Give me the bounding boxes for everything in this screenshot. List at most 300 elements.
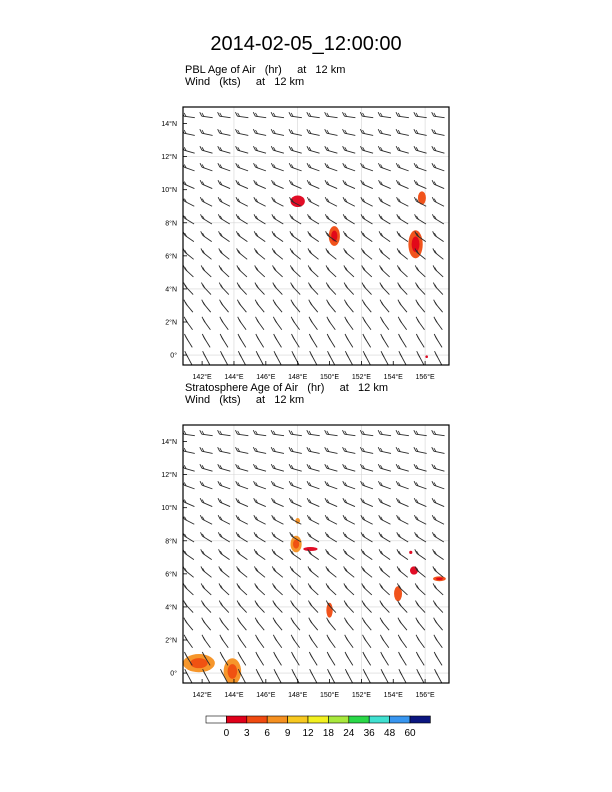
wind-barb: [237, 566, 248, 577]
wind-barb: [378, 447, 391, 453]
wind-barb: [434, 300, 443, 312]
y-tick-label: 4°N: [165, 604, 177, 612]
wind-barb: [290, 583, 300, 594]
wind-barb: [254, 197, 266, 206]
wind-barb: [396, 430, 409, 436]
wind-barb: [289, 180, 301, 188]
age-patch: [410, 566, 418, 574]
wind-barb: [203, 351, 210, 365]
wind-barb: [200, 180, 212, 188]
wind-barb: [415, 265, 425, 276]
x-tick-label: 154°E: [383, 374, 403, 380]
y-tick-label: 14°N: [161, 121, 177, 129]
wind-barb: [396, 481, 408, 489]
wind-barb: [271, 146, 284, 153]
wind-barb: [396, 498, 408, 506]
wind-barb: [183, 549, 194, 559]
wind-barb: [307, 447, 320, 453]
x-tick-label: 152°E: [351, 374, 371, 380]
wind-barb: [307, 129, 320, 135]
wind-barb: [236, 549, 247, 559]
wind-barb: [432, 447, 445, 453]
wind-barb: [218, 180, 230, 188]
x-tick-label: 142°E: [192, 692, 212, 698]
wind-barb: [361, 498, 373, 506]
wind-barb: [416, 334, 424, 347]
wind-barb: [272, 515, 284, 524]
wind-barb: [237, 300, 246, 312]
pbl-age-map: [150, 90, 460, 380]
legend-swatch: [308, 716, 328, 723]
y-tick-label: 8°N: [165, 220, 177, 228]
wind-barb: [235, 112, 248, 118]
wind-barb: [416, 300, 425, 312]
wind-barb: [381, 334, 389, 347]
wind-barb: [236, 163, 248, 171]
stratosphere-age-map: [150, 408, 460, 698]
x-tick-label: 154°E: [383, 692, 403, 698]
wind-barb: [360, 112, 373, 118]
wind-barb: [307, 180, 319, 188]
wind-barb: [292, 652, 300, 665]
wind-barb: [433, 566, 444, 577]
wind-barb: [202, 300, 211, 312]
wind-barb: [398, 618, 407, 630]
wind-barb: [272, 549, 283, 559]
wind-barb: [236, 146, 249, 153]
wind-barb: [236, 464, 249, 471]
main-title: 2014-02-05_12:00:00: [210, 33, 402, 55]
wind-barb: [254, 515, 266, 524]
wind-barb: [274, 669, 281, 683]
wind-barb: [220, 618, 229, 630]
y-tick-label: 14°N: [161, 439, 177, 447]
wind-barb: [414, 498, 426, 506]
wind-barb: [434, 317, 442, 330]
wind-barb: [200, 430, 213, 436]
wind-barb: [238, 351, 245, 365]
wind-barb: [235, 430, 248, 436]
legend-swatch: [390, 716, 410, 723]
x-tick-label: 156°E: [415, 692, 435, 698]
wind-barb: [396, 146, 409, 153]
wind-barb: [255, 583, 265, 594]
wind-barb: [325, 515, 337, 524]
wind-barb: [254, 248, 265, 259]
wind-barb: [182, 146, 195, 153]
wind-barb: [219, 283, 229, 295]
wind-barb: [185, 351, 192, 365]
wind-barb: [362, 300, 371, 312]
wind-barb: [307, 197, 319, 206]
wind-barb: [218, 515, 230, 524]
wind-barb: [360, 430, 373, 436]
wind-barb: [399, 669, 406, 683]
wind-barb: [417, 351, 424, 365]
wind-barb: [254, 549, 265, 559]
wind-barb: [290, 265, 300, 276]
legend-label: 12: [302, 728, 314, 739]
wind-barb: [289, 498, 301, 506]
wind-barb: [202, 317, 210, 330]
wind-barb: [253, 112, 266, 118]
wind-barb: [325, 197, 337, 206]
wind-barb: [432, 163, 444, 171]
wind-barb: [362, 618, 371, 630]
wind-barb: [273, 265, 283, 276]
wind-barb: [182, 498, 194, 506]
wind-barb: [253, 430, 266, 436]
age-patch-core: [436, 577, 443, 580]
panel2-subtitle: Wind (kts) at 12 km: [185, 394, 305, 406]
wind-barb: [380, 265, 390, 276]
wind-barb: [289, 112, 302, 118]
wind-barb: [201, 566, 212, 577]
wind-barb: [433, 283, 443, 295]
wind-barb: [414, 430, 427, 436]
wind-barb: [397, 515, 409, 524]
wind-barb: [380, 635, 388, 648]
wind-barb: [344, 265, 354, 276]
wind-barb: [309, 300, 318, 312]
wind-barb: [381, 652, 389, 665]
wind-barb: [325, 447, 338, 453]
wind-barb: [200, 163, 212, 171]
wind-barb: [378, 163, 390, 171]
wind-barb: [256, 334, 264, 347]
wind-barb: [397, 197, 409, 206]
wind-barb: [432, 180, 444, 188]
wind-barb: [345, 317, 353, 330]
y-tick-label: 2°N: [165, 637, 177, 645]
wind-barb: [414, 464, 427, 471]
wind-barb: [361, 248, 372, 259]
x-tick-label: 144°E: [224, 692, 244, 698]
wind-barb: [378, 464, 391, 471]
wind-barb: [396, 447, 409, 453]
wind-barb: [253, 146, 266, 153]
wind-barb: [397, 231, 408, 241]
wind-barb: [361, 549, 372, 559]
wind-barb: [238, 317, 246, 330]
wind-barb: [379, 231, 390, 241]
legend-swatch: [247, 716, 267, 723]
wind-barb: [218, 129, 231, 135]
wind-barb: [361, 231, 372, 241]
wind-barb: [308, 265, 318, 276]
wind-barb: [272, 180, 284, 188]
wind-barb: [325, 180, 337, 188]
wind-barb: [397, 566, 408, 577]
wind-barb: [343, 197, 355, 206]
wind-barb: [416, 283, 426, 295]
wind-barb: [363, 317, 371, 330]
wind-barb: [184, 300, 193, 312]
wind-barb: [220, 334, 228, 347]
y-tick-label: 8°N: [165, 538, 177, 546]
wind-barb: [343, 180, 355, 188]
wind-barb: [398, 283, 408, 295]
wind-barb: [219, 583, 229, 594]
wind-barb: [201, 231, 212, 241]
wind-barb: [292, 334, 300, 347]
wind-barb: [182, 129, 195, 135]
wind-barb: [326, 549, 337, 559]
wind-barb: [200, 498, 212, 506]
wind-barb: [361, 180, 373, 188]
legend-label: 0: [223, 728, 230, 739]
legend-label: 24: [343, 728, 355, 739]
wind-barb: [343, 481, 355, 489]
wind-barb: [289, 129, 302, 135]
panel1-subtitle: Wind (kts) at 12 km: [185, 76, 305, 88]
wind-barb: [202, 618, 211, 630]
wind-barb: [433, 549, 444, 559]
wind-barb: [433, 601, 443, 613]
wind-barb: [327, 618, 336, 630]
wind-barb: [291, 635, 299, 648]
wind-barb: [378, 112, 391, 118]
wind-barb: [416, 601, 426, 613]
wind-barb: [326, 248, 337, 259]
wind-barb: [325, 146, 338, 153]
wind-barb: [343, 447, 356, 453]
y-tick-label: 4°N: [165, 286, 177, 294]
x-tick-label: 148°E: [288, 374, 308, 380]
wind-barb: [342, 112, 355, 118]
wind-barb: [274, 334, 282, 347]
wind-barb: [434, 334, 442, 347]
wind-barb: [381, 351, 388, 365]
wind-barb: [289, 447, 302, 453]
wind-barb: [414, 129, 427, 135]
wind-barb: [182, 515, 194, 524]
wind-barb: [399, 334, 407, 347]
wind-barb: [254, 566, 265, 577]
wind-barb: [435, 669, 442, 683]
wind-barb: [200, 146, 213, 153]
wind-barb: [308, 583, 318, 594]
age-patch: [303, 547, 317, 551]
wind-barb: [360, 129, 373, 135]
wind-barb: [362, 601, 372, 613]
wind-barb: [256, 317, 264, 330]
wind-barb: [201, 601, 211, 613]
wind-barb: [272, 498, 284, 506]
wind-barb: [325, 498, 337, 506]
age-patch: [409, 551, 412, 554]
wind-barb: [310, 351, 317, 365]
wind-barb: [218, 146, 231, 153]
wind-barb: [218, 163, 230, 171]
wind-barb: [256, 351, 263, 365]
wind-barb: [434, 618, 443, 630]
wind-barb: [255, 265, 265, 276]
wind-barb: [291, 317, 299, 330]
wind-barb: [201, 265, 211, 276]
y-tick-label: 10°N: [161, 187, 177, 195]
wind-barb: [307, 146, 320, 153]
wind-barb: [343, 498, 355, 506]
legend-label: 6: [264, 728, 270, 739]
wind-barb: [397, 248, 408, 259]
wind-barb: [291, 283, 301, 295]
wind-barb: [433, 583, 443, 594]
wind-barb: [361, 481, 373, 489]
wind-barb: [236, 515, 248, 524]
x-tick-label: 144°E: [224, 374, 244, 380]
wind-barb: [379, 248, 390, 259]
wind-barb: [361, 515, 373, 524]
wind-barb: [291, 300, 300, 312]
wind-barb: [325, 112, 338, 118]
wind-barb: [182, 180, 194, 188]
wind-barb: [254, 163, 266, 171]
wind-barb: [360, 146, 373, 153]
wind-barb: [201, 283, 211, 295]
plot-frame: [183, 425, 449, 683]
wind-barb: [272, 566, 283, 577]
wind-barb: [343, 549, 354, 559]
wind-barb: [183, 231, 194, 241]
wind-barb: [218, 197, 230, 206]
wind-barb: [307, 430, 320, 436]
wind-barb: [307, 515, 319, 524]
wind-barb: [219, 231, 230, 241]
wind-barb: [378, 430, 391, 436]
wind-barb: [291, 601, 301, 613]
wind-barb: [343, 464, 356, 471]
wind-barb: [253, 129, 266, 135]
wind-barb: [416, 652, 424, 665]
wind-barb: [432, 146, 445, 153]
wind-barb: [344, 601, 354, 613]
wind-barb: [342, 430, 355, 436]
wind-barb: [344, 283, 354, 295]
wind-barb: [273, 300, 282, 312]
wind-barb: [363, 351, 370, 365]
wind-barb: [255, 601, 265, 613]
wind-barb: [432, 481, 444, 489]
y-tick-label: 6°N: [165, 571, 177, 579]
wind-barb: [414, 515, 426, 524]
wind-barb: [308, 283, 318, 295]
wind-barb: [398, 635, 406, 648]
wind-barb: [273, 583, 283, 594]
wind-barb: [182, 464, 195, 471]
wind-barb: [274, 652, 282, 665]
wind-barb: [378, 129, 391, 135]
wind-barb: [255, 618, 264, 630]
wind-barb: [344, 566, 355, 577]
wind-barb: [414, 146, 427, 153]
wind-barb: [289, 481, 301, 489]
wind-barb: [327, 300, 336, 312]
wind-barb: [378, 146, 391, 153]
wind-barb: [380, 317, 388, 330]
wind-barb: [219, 248, 230, 259]
wind-barb: [344, 583, 354, 594]
wind-barb: [379, 498, 391, 506]
wind-barb: [416, 618, 425, 630]
wind-barb: [236, 498, 248, 506]
wind-barb: [345, 635, 353, 648]
legend-swatch: [349, 716, 369, 723]
wind-barb: [200, 197, 212, 206]
wind-barb: [236, 197, 248, 206]
plot-area: [182, 425, 449, 685]
wind-barb: [433, 248, 444, 259]
wind-barb: [380, 300, 389, 312]
wind-barb: [345, 334, 353, 347]
wind-barb: [184, 317, 192, 330]
x-tick-label: 150°E: [319, 692, 340, 698]
wind-barb: [307, 112, 320, 118]
wind-barb: [184, 635, 192, 648]
wind-barb: [325, 129, 338, 135]
legend-label: 3: [244, 728, 250, 739]
wind-barb: [414, 180, 426, 188]
wind-barb: [236, 180, 248, 188]
wind-barb: [434, 635, 442, 648]
wind-barb: [236, 129, 249, 135]
wind-barb: [200, 112, 213, 118]
wind-barb: [254, 180, 266, 188]
plot-frame: [183, 107, 449, 365]
wind-barb: [200, 129, 213, 135]
wind-barb: [379, 197, 391, 206]
wind-barb: [218, 112, 231, 118]
age-patch-core: [228, 664, 238, 679]
wind-barb: [432, 515, 444, 524]
wind-barb: [344, 618, 353, 630]
wind-barb: [380, 601, 390, 613]
wind-barb: [289, 464, 302, 471]
wind-barb: [397, 265, 407, 276]
wind-barb: [182, 197, 194, 206]
wind-barb: [202, 635, 210, 648]
wind-barb: [343, 146, 356, 153]
age-patch-core: [190, 658, 208, 668]
wind-barb: [307, 481, 319, 489]
plot-area: [182, 107, 449, 365]
wind-barb: [290, 566, 301, 577]
wind-barb: [380, 283, 390, 295]
wind-barb: [273, 283, 283, 295]
wind-barb: [200, 464, 213, 471]
wind-barb: [344, 300, 353, 312]
wind-barb: [309, 652, 317, 665]
wind-barb: [307, 464, 320, 471]
x-tick-label: 142°E: [192, 374, 212, 380]
legend-label: 60: [404, 728, 416, 739]
wind-barb: [182, 430, 195, 436]
legend-swatch: [226, 716, 246, 723]
wind-barb: [381, 669, 388, 683]
y-tick-label: 12°N: [161, 154, 177, 162]
wind-barb: [379, 180, 391, 188]
x-tick-label: 152°E: [351, 692, 371, 698]
y-tick-label: 10°N: [161, 505, 177, 513]
age-patch-core: [293, 540, 299, 549]
wind-barb: [201, 583, 211, 594]
legend-swatch: [206, 716, 226, 723]
wind-barb: [289, 163, 301, 171]
wind-barb: [363, 635, 371, 648]
wind-barb: [236, 481, 248, 489]
y-tick-label: 2°N: [165, 319, 177, 327]
wind-barb: [328, 351, 335, 365]
